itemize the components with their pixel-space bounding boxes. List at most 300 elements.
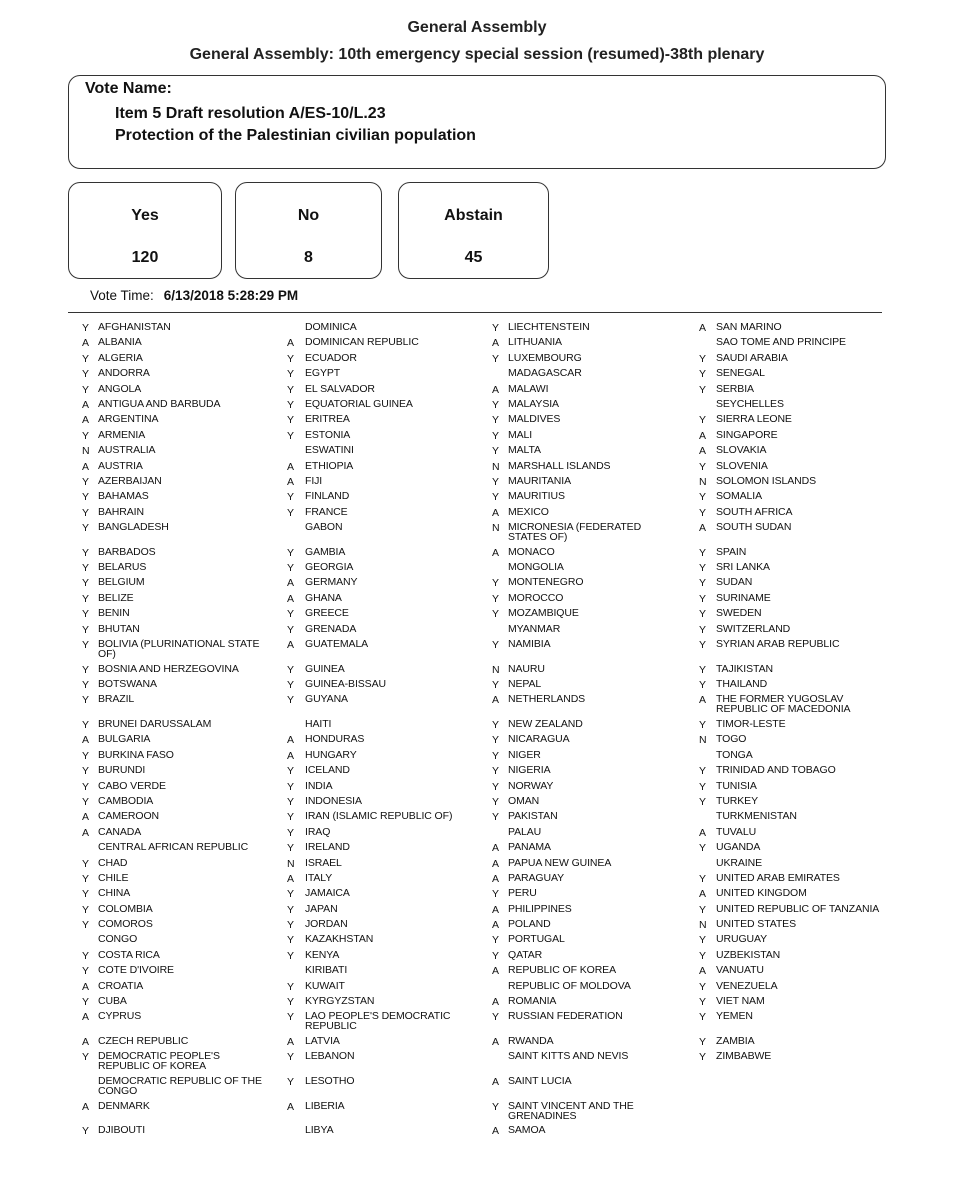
vote-value: Y xyxy=(492,322,500,334)
vote-row xyxy=(0,995,954,1010)
vote-value: Y xyxy=(699,562,707,575)
country-name: MOROCCO xyxy=(508,591,564,604)
country-name: MALDIVES xyxy=(508,413,561,426)
country-name: PALAU xyxy=(508,825,542,838)
vote-value: Y xyxy=(287,663,295,676)
vote-value: Y xyxy=(492,608,500,621)
country-name: LITHUANIA xyxy=(508,336,562,349)
country-name: CROATIA xyxy=(98,979,144,992)
country-name: THE FORMER YUGOSLAV REPUBLIC OF MACEDONIA xyxy=(716,693,851,716)
vote-row xyxy=(0,607,954,622)
vote-row xyxy=(0,638,954,663)
vote-row xyxy=(0,398,954,413)
vote-value: Y xyxy=(82,780,90,793)
vote-value: A xyxy=(287,1036,295,1048)
vote-value: Y xyxy=(287,795,295,808)
vote-value: Y xyxy=(287,919,295,932)
country-name: ESTONIA xyxy=(305,428,351,441)
vote-row xyxy=(0,733,954,748)
vote-value: A xyxy=(699,322,707,334)
country-name: NEPAL xyxy=(508,678,542,690)
country-name: TURKEY xyxy=(716,794,758,807)
vote-value: A xyxy=(287,577,295,590)
country-name: CZECH REPUBLIC xyxy=(98,1035,189,1047)
country-name: DENMARK xyxy=(98,1099,150,1112)
country-name: GABON xyxy=(305,521,343,534)
vote-row xyxy=(0,623,954,638)
country-name: PERU xyxy=(508,887,537,900)
country-name: NICARAGUA xyxy=(508,733,570,746)
country-name: QATAR xyxy=(508,948,543,961)
vote-row xyxy=(0,1124,954,1139)
vote-value: Y xyxy=(287,780,295,793)
country-name: NAURU xyxy=(508,662,545,675)
country-name: BULGARIA xyxy=(98,733,151,746)
country-name: CHAD xyxy=(98,856,128,869)
country-name: COMOROS xyxy=(98,918,153,931)
vote-value: A xyxy=(287,337,295,350)
vote-row xyxy=(0,933,954,948)
vote-value: Y xyxy=(492,475,500,488)
vote-value: Y xyxy=(492,749,500,762)
vote-row xyxy=(0,693,954,718)
vote-value: Y xyxy=(287,842,295,855)
country-name: NORWAY xyxy=(508,779,554,792)
vote-row xyxy=(0,576,954,591)
vote-row xyxy=(0,780,954,795)
vote-value: Y xyxy=(82,765,90,778)
country-name: BOLIVIA (PLURINATIONAL STATE OF) xyxy=(98,638,260,661)
vote-row xyxy=(0,663,954,678)
vote-value: Y xyxy=(82,857,90,870)
vote-row xyxy=(0,413,954,428)
country-name: UNITED ARAB EMIRATES xyxy=(716,871,840,884)
vote-value: Y xyxy=(492,1100,500,1113)
vote-value: Y xyxy=(492,429,500,442)
vote-row xyxy=(0,980,954,995)
country-name: LIBERIA xyxy=(305,1099,345,1112)
country-name: BAHAMAS xyxy=(98,490,149,503)
country-name: JAPAN xyxy=(305,902,338,915)
country-name: LIECHTENSTEIN xyxy=(508,321,590,333)
country-name: SAUDI ARABIA xyxy=(716,351,788,364)
document-title: General Assembly xyxy=(407,19,547,36)
vote-value: Y xyxy=(699,383,707,396)
vote-row xyxy=(0,1075,954,1100)
divider xyxy=(68,312,882,313)
country-name: PHILIPPINES xyxy=(508,902,572,915)
country-name: ALBANIA xyxy=(98,336,142,349)
vote-value: A xyxy=(287,749,295,762)
country-name: CHILE xyxy=(98,871,129,884)
vote-value: Y xyxy=(492,577,500,590)
vote-value: Y xyxy=(287,562,295,575)
country-name: RUSSIAN FEDERATION xyxy=(508,1010,623,1023)
country-name: KENYA xyxy=(305,948,340,961)
vote-value: A xyxy=(492,965,500,978)
country-name: SUDAN xyxy=(716,576,753,589)
vote-value: A xyxy=(699,445,707,458)
vote-row xyxy=(0,336,954,351)
vote-value: A xyxy=(699,522,707,535)
vote-value: Y xyxy=(492,445,500,458)
country-name: SIERRA LEONE xyxy=(716,413,792,426)
tally-abstain xyxy=(398,182,549,279)
vote-value: Y xyxy=(699,506,707,519)
vote-row xyxy=(0,903,954,918)
vote-value: Y xyxy=(82,368,90,381)
vote-row xyxy=(0,810,954,825)
vote-value: Y xyxy=(82,522,90,535)
vote-value: Y xyxy=(492,934,500,947)
vote-value: A xyxy=(287,475,295,488)
vote-value: Y xyxy=(492,679,500,691)
vote-value: Y xyxy=(492,780,500,793)
vote-value: Y xyxy=(82,1125,90,1138)
country-name: BELGIUM xyxy=(98,576,145,589)
country-name: ITALY xyxy=(305,871,333,884)
vote-value: Y xyxy=(287,996,295,1009)
country-name: ROMANIA xyxy=(508,995,557,1008)
vote-row xyxy=(0,872,954,887)
vote-value: Y xyxy=(82,888,90,901)
tally-yes-label: Yes xyxy=(131,207,159,224)
country-name: SOLOMON ISLANDS xyxy=(716,474,817,487)
country-name: MONACO xyxy=(508,545,555,558)
country-name: HAITI xyxy=(305,717,332,730)
country-name: IRAN (ISLAMIC REPUBLIC OF) xyxy=(305,810,453,823)
vote-value: Y xyxy=(82,694,90,707)
country-name: SOMALIA xyxy=(716,490,762,503)
vote-value: Y xyxy=(82,749,90,762)
vote-value: Y xyxy=(699,934,707,947)
vote-value: A xyxy=(492,506,500,519)
vote-value: Y xyxy=(699,546,707,559)
country-name: MONTENEGRO xyxy=(508,576,584,589)
vote-value: Y xyxy=(492,734,500,747)
country-name: LATVIA xyxy=(305,1035,340,1047)
vote-value: Y xyxy=(699,949,707,962)
vote-value: Y xyxy=(82,577,90,590)
vote-value: A xyxy=(82,460,90,473)
vote-value: A xyxy=(82,826,90,839)
country-name: ETHIOPIA xyxy=(305,459,354,472)
country-name: INDONESIA xyxy=(305,794,362,807)
tally-abstain-count: 45 xyxy=(464,249,483,266)
country-name: CANADA xyxy=(98,825,142,838)
country-name: TAJIKISTAN xyxy=(716,662,773,675)
country-name: MONGOLIA xyxy=(508,561,564,574)
vote-item: Item 5 Draft resolution A/ES-10/L.23 xyxy=(115,105,386,122)
country-name: UNITED REPUBLIC OF TANZANIA xyxy=(716,902,880,915)
country-name: JAMAICA xyxy=(305,887,350,900)
vote-value: Y xyxy=(699,491,707,504)
vote-value: Y xyxy=(287,826,295,839)
country-name: KIRIBATI xyxy=(305,964,348,977)
country-name: SAINT KITTS AND NEVIS xyxy=(508,1050,629,1063)
vote-value: Y xyxy=(287,1075,295,1088)
vote-value: A xyxy=(492,857,500,870)
vote-value: Y xyxy=(287,506,295,519)
country-name: SWITZERLAND xyxy=(716,622,791,635)
vote-value: A xyxy=(492,842,500,855)
vote-value: Y xyxy=(492,949,500,962)
country-name: PANAMA xyxy=(508,841,551,854)
country-name: ECUADOR xyxy=(305,351,357,364)
vote-value: A xyxy=(492,1075,500,1088)
vote-value: Y xyxy=(82,919,90,932)
country-name: BENIN xyxy=(98,607,130,620)
country-name: NIGERIA xyxy=(508,764,551,777)
vote-value: A xyxy=(699,965,707,978)
country-name: GUINEA xyxy=(305,662,345,675)
country-name: CAMEROON xyxy=(98,810,160,823)
vote-value: Y xyxy=(699,780,707,793)
vote-value: A xyxy=(492,337,500,350)
vote-value: Y xyxy=(287,811,295,824)
country-name: LEBANON xyxy=(305,1050,355,1063)
country-name: VENEZUELA xyxy=(716,979,778,992)
vote-value: A xyxy=(82,337,90,350)
country-name: POLAND xyxy=(508,918,551,931)
vote-row xyxy=(0,718,954,733)
vote-row xyxy=(0,795,954,810)
vote-row xyxy=(0,429,954,444)
vote-value: Y xyxy=(82,475,90,488)
country-name: BARBADOS xyxy=(98,545,156,558)
country-name: SEYCHELLES xyxy=(716,397,784,410)
country-name: DEMOCRATIC PEOPLE'S REPUBLIC OF KOREA xyxy=(98,1050,220,1073)
vote-row xyxy=(0,1050,954,1075)
country-name: CUBA xyxy=(98,995,127,1008)
vote-value: Y xyxy=(82,718,90,731)
country-name: TRINIDAD AND TOBAGO xyxy=(716,764,836,777)
country-name: CENTRAL AFRICAN REPUBLIC xyxy=(98,841,249,854)
country-name: PARAGUAY xyxy=(508,871,564,884)
country-name: CHINA xyxy=(98,887,131,900)
vote-value: A xyxy=(492,996,500,1009)
country-name: LESOTHO xyxy=(305,1074,355,1087)
country-name: NAMIBIA xyxy=(508,638,551,651)
vote-value: Y xyxy=(287,980,295,993)
country-name: IRELAND xyxy=(305,841,350,854)
vote-value: Y xyxy=(492,639,500,652)
vote-name-box xyxy=(68,75,886,169)
country-name: PORTUGAL xyxy=(508,933,565,946)
country-name: MYANMAR xyxy=(508,622,561,635)
vote-row xyxy=(0,949,954,964)
country-name: BELIZE xyxy=(98,591,134,604)
country-name: SENEGAL xyxy=(716,367,765,380)
vote-list xyxy=(0,321,954,1140)
country-name: SRI LANKA xyxy=(716,561,770,574)
vote-value: Y xyxy=(82,663,90,676)
country-name: AUSTRIA xyxy=(98,459,143,472)
vote-row xyxy=(0,490,954,505)
country-name: ANGOLA xyxy=(98,382,142,395)
vote-value: Y xyxy=(82,491,90,504)
country-name: BHUTAN xyxy=(98,622,140,635)
country-name: EGYPT xyxy=(305,367,341,380)
country-name: TOGO xyxy=(716,733,747,746)
vote-value: Y xyxy=(287,414,295,427)
tally-no-label: No xyxy=(297,207,320,224)
country-name: GRENADA xyxy=(305,622,357,635)
country-name: LUXEMBOURG xyxy=(508,351,582,364)
country-name: BELARUS xyxy=(98,561,147,574)
country-name: EL SALVADOR xyxy=(305,382,375,395)
vote-value: N xyxy=(699,919,707,932)
country-name: SAN MARINO xyxy=(716,321,782,333)
country-name: MALTA xyxy=(508,444,541,457)
vote-value: Y xyxy=(82,546,90,559)
tally-yes xyxy=(68,182,222,279)
vote-value: Y xyxy=(699,368,707,381)
vote-value: Y xyxy=(699,980,707,993)
vote-row xyxy=(0,826,954,841)
vote-value: Y xyxy=(82,965,90,978)
tally-yes-count: 120 xyxy=(131,249,159,266)
vote-value: Y xyxy=(82,903,90,916)
country-name: GUATEMALA xyxy=(305,638,369,651)
country-name: TUNISIA xyxy=(716,779,757,792)
vote-row xyxy=(0,592,954,607)
vote-value: Y xyxy=(82,795,90,808)
country-name: DOMINICAN REPUBLIC xyxy=(305,336,419,349)
country-name: REPUBLIC OF KOREA xyxy=(508,964,616,977)
vote-row xyxy=(0,1100,954,1125)
vote-row xyxy=(0,1010,954,1035)
country-name: ISRAEL xyxy=(305,856,342,869)
country-name: CAMBODIA xyxy=(98,794,154,807)
country-name: UKRAINE xyxy=(716,856,762,869)
country-name: MALAYSIA xyxy=(508,397,559,410)
country-name: UGANDA xyxy=(716,841,761,854)
country-name: TURKMENISTAN xyxy=(716,810,797,823)
country-name: TIMOR-LESTE xyxy=(716,717,786,730)
country-name: PAPUA NEW GUINEA xyxy=(508,856,612,869)
vote-row xyxy=(0,460,954,475)
country-name: SAINT VINCENT AND THE GRENADINES xyxy=(508,1099,634,1122)
vote-value: Y xyxy=(82,623,90,636)
country-name: DJIBOUTI xyxy=(98,1124,146,1137)
vote-row xyxy=(0,749,954,764)
vote-value: A xyxy=(492,383,500,396)
vote-value: Y xyxy=(492,795,500,808)
vote-value: Y xyxy=(699,872,707,885)
vote-value: Y xyxy=(82,383,90,396)
country-name: VIET NAM xyxy=(716,995,765,1008)
country-name: GHANA xyxy=(305,591,342,604)
vote-value: Y xyxy=(492,592,500,605)
vote-value: Y xyxy=(699,592,707,605)
country-name: MALAWI xyxy=(508,382,549,395)
vote-value: A xyxy=(82,414,90,427)
vote-value: N xyxy=(82,445,90,458)
country-name: UZBEKISTAN xyxy=(716,948,781,961)
vote-value: A xyxy=(492,694,500,707)
vote-time xyxy=(90,288,298,303)
country-name: SWEDEN xyxy=(716,607,762,620)
vote-value: A xyxy=(287,592,295,605)
country-name: CABO VERDE xyxy=(98,779,166,792)
country-name: REPUBLIC OF MOLDOVA xyxy=(508,979,631,992)
vote-value: Y xyxy=(82,679,90,691)
vote-value: Y xyxy=(699,460,707,473)
country-name: ALGERIA xyxy=(98,351,143,364)
country-name: FIJI xyxy=(305,474,323,487)
vote-value: A xyxy=(287,639,295,652)
country-name: MAURITANIA xyxy=(508,474,571,487)
country-name: BURUNDI xyxy=(98,764,146,777)
vote-row xyxy=(0,352,954,367)
country-name: GREECE xyxy=(305,607,349,620)
country-name: ESWATINI xyxy=(305,444,354,457)
vote-value: Y xyxy=(699,765,707,778)
vote-value: A xyxy=(492,872,500,885)
country-name: SLOVENIA xyxy=(716,459,768,472)
country-name: COSTA RICA xyxy=(98,948,160,961)
vote-row xyxy=(0,367,954,382)
vote-value: Y xyxy=(82,352,90,365)
vote-row xyxy=(0,561,954,576)
vote-value: N xyxy=(699,475,707,488)
vote-value: N xyxy=(699,734,707,747)
country-name: ARGENTINA xyxy=(98,413,159,426)
country-name: GAMBIA xyxy=(305,545,346,558)
country-name: HUNGARY xyxy=(305,748,357,761)
vote-value: Y xyxy=(492,414,500,427)
country-name: MEXICO xyxy=(508,505,549,518)
country-name: NETHERLANDS xyxy=(508,693,586,706)
vote-row xyxy=(0,444,954,459)
country-name: JORDAN xyxy=(305,918,348,931)
country-name: SURINAME xyxy=(716,591,771,604)
country-name: SPAIN xyxy=(716,545,747,558)
vote-value: Y xyxy=(699,679,707,691)
vote-value: A xyxy=(82,1036,90,1048)
country-name: SYRIAN ARAB REPUBLIC xyxy=(716,638,840,651)
vote-row xyxy=(0,475,954,490)
vote-value: Y xyxy=(699,1036,707,1048)
vote-subject: Protection of the Palestinian civilian population xyxy=(115,127,476,144)
vote-value: A xyxy=(492,1125,500,1138)
vote-row xyxy=(0,964,954,979)
country-name: ANTIGUA AND BARBUDA xyxy=(98,397,221,410)
vote-value: Y xyxy=(699,608,707,621)
vote-value: Y xyxy=(699,663,707,676)
country-name: SERBIA xyxy=(716,382,754,395)
vote-row xyxy=(0,1035,954,1050)
vote-row xyxy=(0,521,954,546)
vote-value: Y xyxy=(699,639,707,652)
vote-value: A xyxy=(699,826,707,839)
country-name: ZIMBABWE xyxy=(716,1050,772,1063)
country-name: GUYANA xyxy=(305,693,348,706)
vote-row xyxy=(0,546,954,561)
vote-row xyxy=(0,764,954,779)
country-name: BOTSWANA xyxy=(98,678,157,690)
vote-value: Y xyxy=(82,996,90,1009)
country-name: IRAQ xyxy=(305,825,331,838)
vote-value: Y xyxy=(82,322,90,334)
vote-value: Y xyxy=(287,398,295,411)
vote-value: N xyxy=(287,857,295,870)
vote-value: Y xyxy=(287,949,295,962)
vote-row xyxy=(0,383,954,398)
vote-value: A xyxy=(82,1100,90,1113)
vote-time-value: 6/13/2018 5:28:29 PM xyxy=(163,288,299,303)
